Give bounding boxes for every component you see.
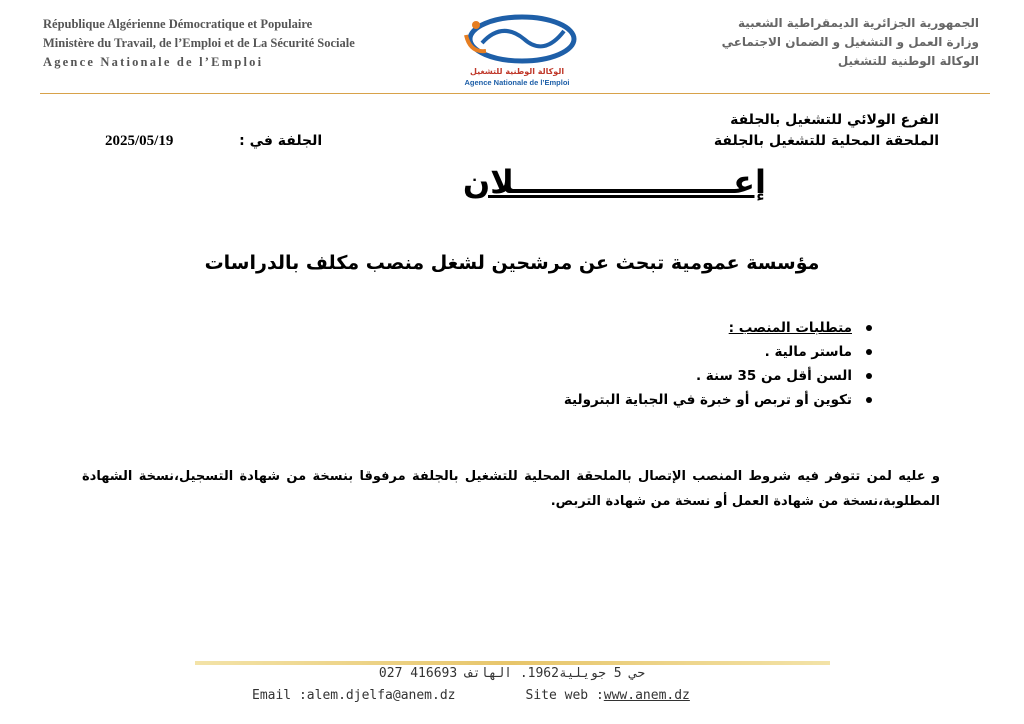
logo-caption-ar: الوكالة الوطنية للتشغيل: [469, 67, 565, 76]
bullet-icon: [866, 373, 872, 379]
requirements-list: [374, 316, 874, 412]
header-fr-republic: République Algérienne Démocratique et Populaire: [43, 17, 313, 31]
footer-site-link[interactable]: www.anem.dz: [603, 688, 690, 703]
anem-logo: [452, 13, 582, 93]
anem-logo-icon: [452, 13, 582, 67]
footer-contact: [252, 688, 690, 703]
header-ar-ministry: وزارة العمل و التشغيل و الضمان الاجتماعي: [721, 35, 979, 49]
bullet-icon: [866, 349, 872, 355]
footer-email: Email :alem.djelfa@anem.dz: [252, 688, 456, 703]
header-ar-republic: الجمهورية الجزائرية الديمقراطية الشعبية: [737, 16, 979, 30]
announcement-body: و عليه لمن تتوفر فيه شروط المنصب الإتصال بالملحقة المحلية للتشغيل بالجلفة مرفوقا بنسخة من شهادة التسجيل،نسخة الشهادة المطلوبة،نسخة من شهادة العمل أو نسخة من شهادة التربص.: [82, 469, 940, 509]
date-value: 2025/05/19: [105, 133, 174, 149]
header-arabic-block: [722, 14, 979, 71]
footer-site-label: Site web :: [525, 688, 604, 703]
header-divider: [40, 93, 990, 94]
branch-local: الملحقة المحلية للتشغيل بالجلفة: [713, 133, 939, 149]
footer-divider: [195, 661, 830, 665]
header-fr-ministry: Ministère du Travail, de l’Emploi et de La Sécurité Sociale: [43, 36, 355, 50]
header-fr-agency: Agence Nationale de l’Emploi: [43, 55, 264, 69]
list-item: متطلبات المنصب :: [374, 316, 852, 340]
logo-caption-fr: Agence Nationale de l’Emploi: [464, 78, 570, 87]
list-item: السن أقل من 35 سنة .: [374, 364, 852, 388]
announcement-subtitle: مؤسسة عمومية تبحث عن مرشحين لشغل منصب مكلف بالدراسات: [204, 252, 820, 274]
date-line: [105, 133, 322, 150]
list-item: تكوين أو تربص أو خبرة في الجباية البترولية: [374, 388, 852, 412]
branch-wilaya: الفرع الولائي للتشغيل بالجلفة: [730, 112, 939, 128]
list-item: ماستر مالية .: [374, 340, 852, 364]
footer-address: حي 5 جويلية1962. الهاتف 416693 027: [378, 666, 646, 681]
bullet-icon: [866, 397, 872, 403]
bullet-icon: [866, 325, 872, 331]
date-label: الجلفة في :: [239, 133, 323, 149]
header-french-block: [43, 15, 355, 72]
announcement-title: إعــــــــــــــــــــلان: [462, 163, 766, 201]
header-ar-agency: الوكالة الوطنية للتشغيل: [837, 54, 979, 68]
